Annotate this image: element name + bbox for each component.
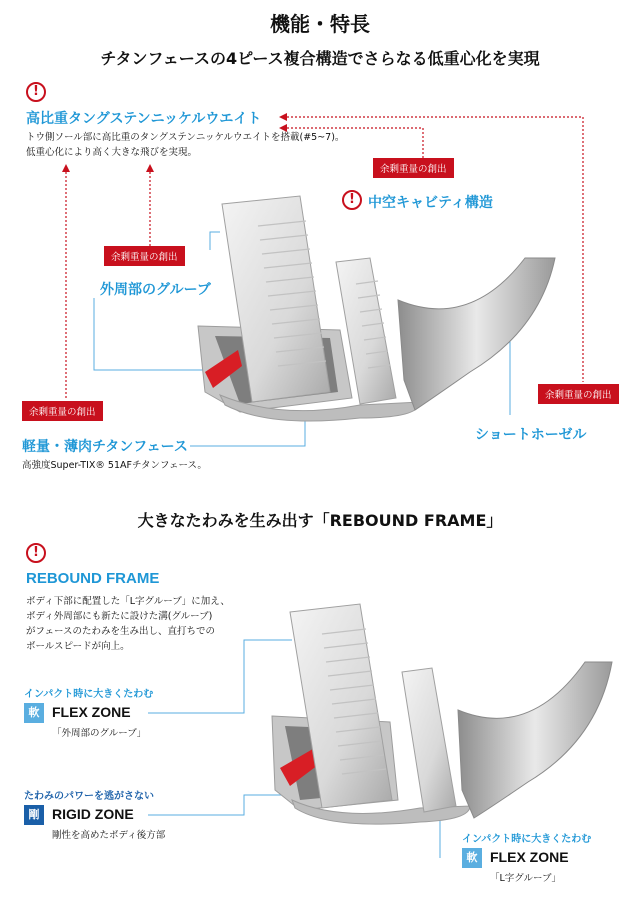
face-desc: 高強度Super-TIX® 51AFチタンフェース。 [22,460,207,471]
surplus-weight-tag-face: 余剰重量の創出 [22,401,103,421]
flex-zone-1-kanji: 軟 [24,703,44,723]
surplus-weight-tag-cavity: 余剰重量の創出 [373,158,454,178]
rebound-desc-line3: がフェースのたわみを生み出し、直打ちでの [26,626,215,637]
cavity-title: 中空キャビティ構造 [368,195,493,211]
section1-subtitle: チタンフェースの4ピース複合構造でさらなる低重心化を実現 [100,49,540,68]
face-title: 軽量・薄肉チタンフェース [22,439,188,455]
flex-zone-2-caption: インパクト時に大きくたわむ [462,834,592,845]
warning-icon: ! [342,190,362,210]
flex-zone-2-sub: 「L字グルーブ」 [490,873,562,884]
section1-title: 機能・特長 [270,12,370,36]
rebound-desc-line4: ボールスピードが向上。 [26,641,130,652]
flex-zone-1-label: FLEX ZONE [52,704,131,720]
section2-title: 大きなたわみを生み出す「REBOUND FRAME」 [137,511,503,530]
warning-icon: ! [26,82,46,102]
tungsten-title: 高比重タングステンニッケルウエイト [26,111,262,127]
rigid-zone-caption: たわみのパワーを逃がさない [24,791,154,802]
flex-zone-2-kanji: 軟 [462,848,482,868]
surplus-weight-tag-groove: 余剰重量の創出 [104,246,185,266]
tungsten-desc-line1: トウ側ソール部に高比重のタングステンニッケルウエイトを搭載(#5~7)。 [26,132,345,143]
rebound-desc-line1: ボディ下部に配置した「L字グルーブ」に加え、 [26,596,230,607]
flex-zone-1-sub: 「外周部のグルーブ」 [52,728,147,739]
rigid-zone-sub: 剛性を高めたボディ後方部 [52,830,166,841]
hosel-title: ショートホーゼル [475,427,587,443]
flex-zone-2-label: FLEX ZONE [490,849,569,865]
flex-zone-1-caption: インパクト時に大きくたわむ [24,689,154,700]
warning-icon: ! [26,543,46,563]
rigid-zone-label: RIGID ZONE [52,806,134,822]
rebound-desc-line2: ボディ外周部にも新たに設けた溝(グルーブ) [26,611,213,622]
rebound-title: REBOUND FRAME [26,570,160,587]
rigid-zone-kanji: 剛 [24,805,44,825]
surplus-weight-tag-hosel: 余剰重量の創出 [538,384,619,404]
groove-title: 外周部のグルーブ [100,282,211,298]
tungsten-desc-line2: 低重心化により高く大きな飛びを実現。 [26,147,198,158]
